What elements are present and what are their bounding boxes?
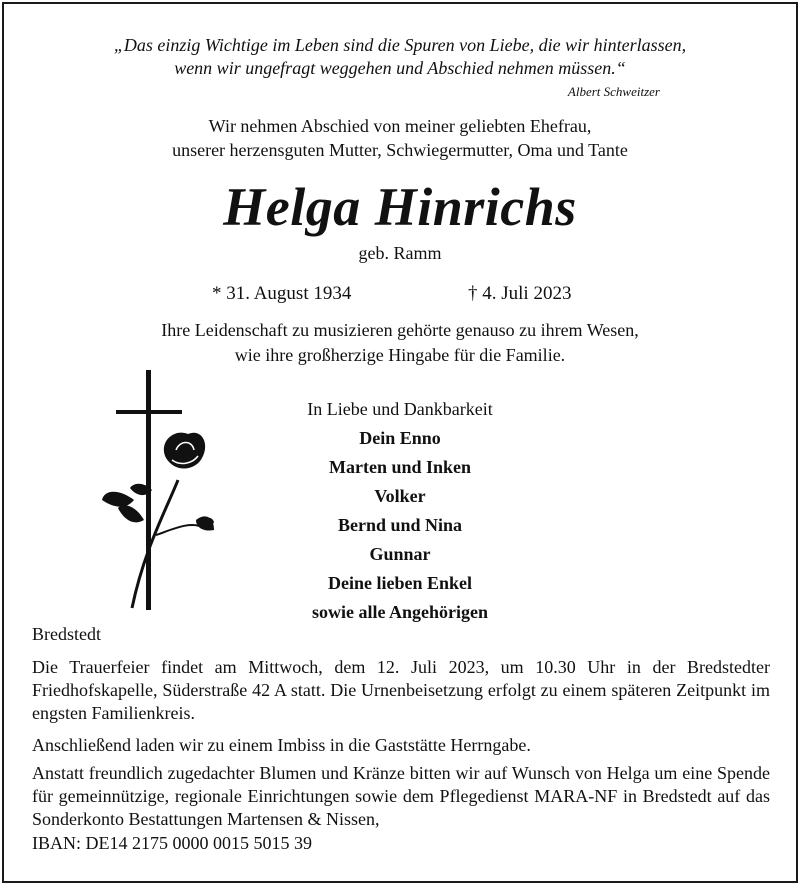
place: Bredstedt bbox=[32, 624, 101, 644]
quote-author: Albert Schweitzer bbox=[567, 84, 660, 99]
iban: IBAN: DE14 2175 0000 0015 5015 39 bbox=[32, 833, 312, 853]
signoff bbox=[0, 395, 800, 627]
tribute bbox=[0, 318, 800, 368]
death-date: † 4. Juli 2023 bbox=[468, 283, 572, 304]
mourner-7: sowie alle Angehörigen bbox=[312, 602, 488, 622]
intro-line-1: Wir nehmen Abschied von meiner geliebten Ehefrau, bbox=[208, 116, 592, 136]
quote-line-2: wenn wir ungefragt weggehen und Abschied nehmen müssen.“ bbox=[174, 58, 626, 78]
birth-date: * 31. August 1934 bbox=[212, 283, 352, 304]
mourner-3: Volker bbox=[374, 486, 426, 506]
quote-line-1: „Das einzig Wichtige im Leben sind die Spuren von Liebe, die wir hinterlassen, bbox=[113, 35, 687, 55]
mourner-2: Marten und Inken bbox=[328, 457, 472, 477]
intro-line-2: unserer herzensguten Mutter, Schwiegermutter, Oma und Tante bbox=[172, 140, 628, 160]
maiden-name: geb. Ramm bbox=[358, 243, 442, 263]
mourner-5: Gunnar bbox=[369, 544, 431, 564]
quote bbox=[0, 34, 800, 80]
donation-request: Anstatt freundlich zugedachter Blumen und Kränze bitten wir auf Wunsch von Helga um eine Spende für gemeinnützige, regionale Einrichtungen sowie dem Pflegedienst MARA-NF in Bredstedt auf das Sonderkonto Bestattungen Martensen & Nissen, bbox=[32, 763, 770, 829]
funeral-details: Die Trauerfeier findet am Mittwoch, dem 12. Juli 2023, um 10.30 Uhr in der Bredstedter Friedhofskapelle, Süderstraße 42 A statt. Die Urnenbeisetzung erfolgt zu einem späteren Zeitpunkt im engsten Familienkreis. bbox=[32, 657, 770, 723]
tribute-line-1: Ihre Leidenschaft zu musizieren gehörte genauso zu ihrem Wesen, bbox=[161, 320, 639, 340]
mourner-4: Bernd und Nina bbox=[337, 515, 463, 535]
mourner-1: Dein Enno bbox=[359, 428, 441, 448]
deceased-name: Helga Hinrichs bbox=[223, 177, 577, 237]
intro bbox=[0, 114, 800, 162]
tribute-line-2: wie ihre großherzige Hingabe für die Familie. bbox=[234, 345, 566, 365]
reception-details: Anschließend laden wir zu einem Imbiss in die Gaststätte Herrngabe. bbox=[32, 735, 531, 755]
signoff-opening: In Liebe und Dankbarkeit bbox=[307, 399, 493, 419]
mourner-6: Deine lieben Enkel bbox=[327, 573, 472, 593]
